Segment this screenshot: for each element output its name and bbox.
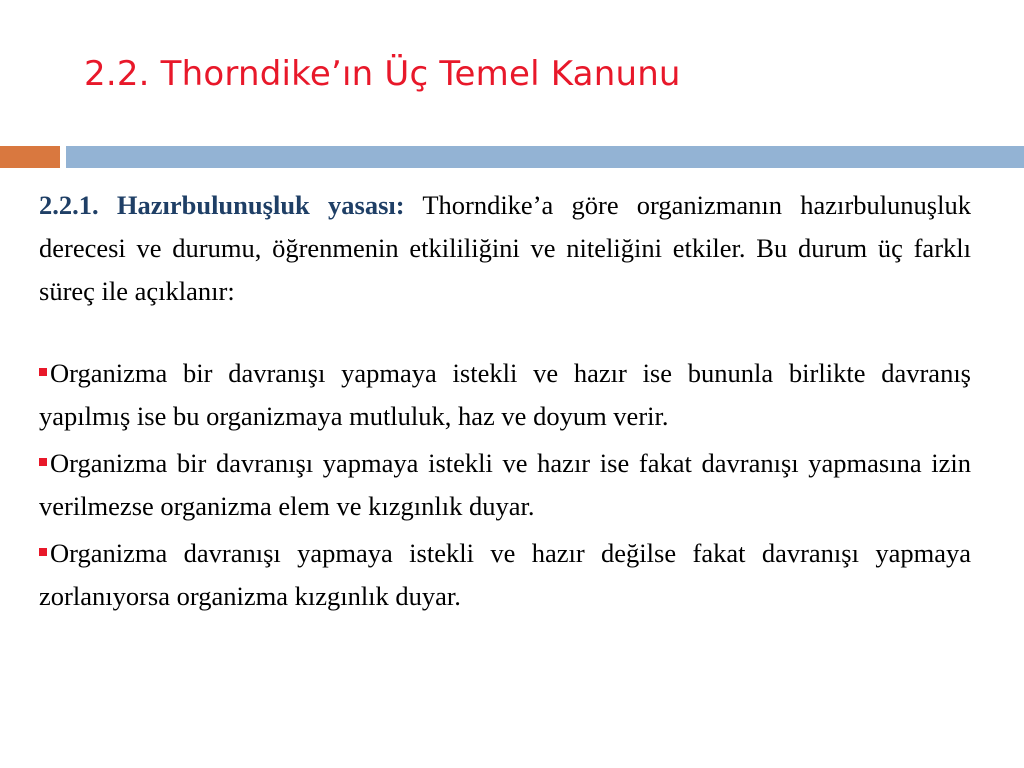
title-accent-bar-orange bbox=[0, 146, 60, 168]
bullet-item bbox=[39, 532, 971, 618]
bullet-text: Organizma davranışı yapmaya istekli ve hazır değilse fakat davranışı yapmaya zorlanıyorsa organizma kızgınlık duyar. bbox=[39, 538, 971, 611]
square-bullet-icon bbox=[39, 548, 47, 556]
square-bullet-icon bbox=[39, 368, 47, 376]
bullet-item bbox=[39, 352, 971, 438]
slide-body bbox=[39, 184, 971, 622]
intro-text: Thorndike’a göre organizmanın hazırbulunuşluk derecesi ve durumu, öğrenmenin etkililiğini ve niteliğini etkiler. Bu durum üç farklı süreç ile açıklanır: bbox=[39, 190, 971, 306]
title-accent-bar-blue bbox=[66, 146, 1024, 168]
bullet-item bbox=[39, 442, 971, 528]
square-bullet-icon bbox=[39, 458, 47, 466]
section-heading: 2.2.1. Hazırbulunuşluk yasası: bbox=[39, 190, 405, 220]
slide-title: 2.2. Thorndike’ın Üç Temel Kanunu bbox=[84, 54, 681, 94]
bullet-text: Organizma bir davranışı yapmaya istekli ve hazır ise bununla birlikte davranış yapılmış ise bu organizmaya mutluluk, haz ve doyum verir. bbox=[39, 358, 971, 431]
bullet-text: Organizma bir davranışı yapmaya istekli ve hazır ise fakat davranışı yapmasına izin verilmezse organizma elem ve kızgınlık duyar. bbox=[39, 448, 971, 521]
intro-paragraph bbox=[39, 184, 971, 313]
